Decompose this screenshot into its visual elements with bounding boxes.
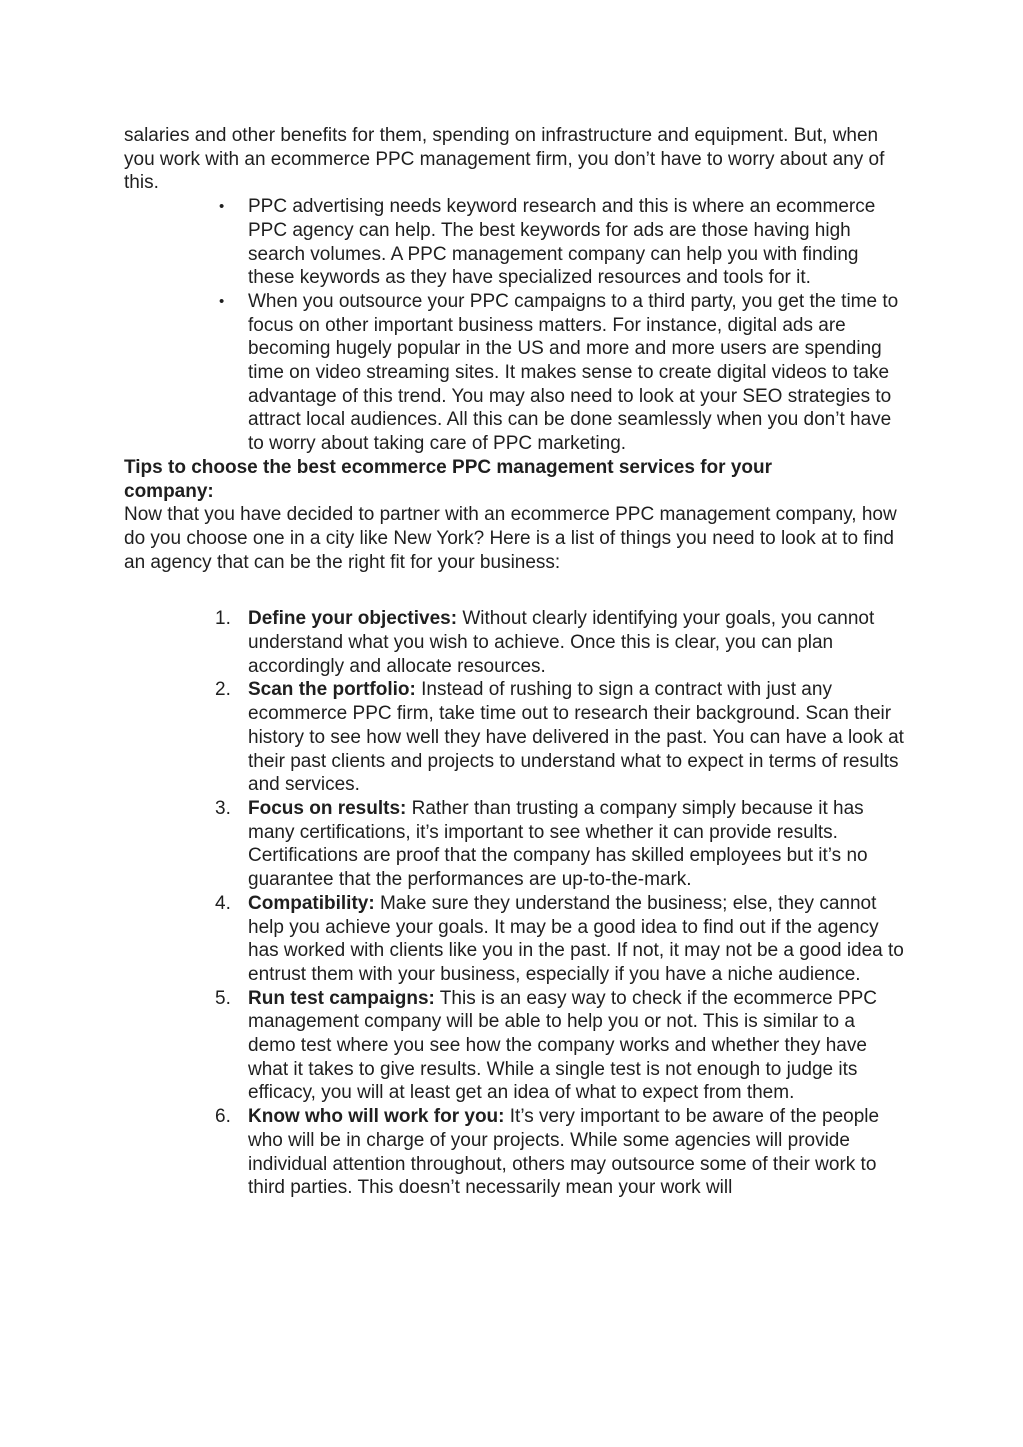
section-heading: Tips to choose the best ecommerce PPC management services for your company: — [124, 456, 772, 502]
tip-item — [215, 892, 904, 987]
tip-title: Focus on results: — [248, 797, 407, 819]
tip-item — [215, 1105, 904, 1200]
benefits-bullet-list — [124, 195, 904, 456]
intro-continuation: salaries and other benefits for them, spending on infrastructure and equipment. But, when you work with an ecommerce PPC management firm, you don’t have to worry about any of this. — [124, 125, 885, 194]
tip-text: Make sure they understand the business; else, they cannot help you achieve your goals. It may be a good idea to find out if the agency has worked with clients like you in the past. If not, it may not be a good idea to entrust them with your business, especially if you have a niche audience. — [248, 892, 904, 985]
bullet-marker: • — [219, 198, 225, 216]
tip-item — [215, 797, 904, 892]
tip-title: Compatibility: — [248, 892, 375, 914]
tips-numbered-list — [124, 607, 904, 1200]
tip-number: 4. — [215, 892, 231, 914]
bullet-item — [219, 290, 904, 456]
tip-title: Scan the portfolio: — [248, 679, 416, 701]
tip-text: Rather than trusting a company simply because it has many certifications, it’s important to see whether it can provide results. Certifications are proof that the company has skilled employees but it’s no guarantee that the performances are up-to-the-mark. — [248, 797, 868, 891]
tip-number: 6. — [215, 1106, 231, 1128]
tip-title: Run test campaigns: — [248, 987, 435, 1009]
tip-item — [215, 607, 904, 678]
bullet-item — [219, 195, 904, 290]
tip-text: This is an easy way to check if the ecommerce PPC management company will be able to help you or not. This is similar to a demo test where you see how the company works and whether they have what it takes to give results. While a single test is not enough to judge its efficacy, you will at least get an idea of what to expect from them. — [248, 987, 877, 1104]
tip-number: 1. — [215, 608, 231, 630]
tip-number: 2. — [215, 679, 231, 701]
tip-text: Instead of rushing to sign a contract with just any ecommerce PPC firm, take time out to research their background. Scan their history to see how well they have delivered in the past. You can have a look at their past clients and projects to understand what to expect in terms of results and services. — [248, 679, 904, 796]
tip-number: 3. — [215, 797, 231, 819]
spacer — [124, 574, 904, 607]
bullet-marker: • — [219, 292, 225, 310]
tip-title: Know who will work for you: — [248, 1106, 505, 1128]
document-body — [124, 124, 904, 1200]
tip-text: Without clearly identifying your goals, you cannot understand what you wish to achieve. Once this is clear, you can plan accordingly and allocate resources. — [248, 608, 875, 677]
tip-item — [215, 987, 904, 1106]
tip-number: 5. — [215, 987, 231, 1009]
bullet-text: When you outsource your PPC campaigns to a third party, you get the time to focus on other important business matters. For instance, digital ads are becoming hugely popular in the US and more and more users are spending time on video streaming sites. It makes sense to create digital videos to take advantage of this trend. You may also need to look at your SEO strategies to attract local audiences. All this can be done seamlessly when you don’t have to worry about taking care of PPC marketing. — [248, 290, 899, 455]
bullet-text: PPC advertising needs keyword research and this is where an ecommerce PPC agency can help. The best keywords for ads are those having high search volumes. A PPC management company can help you with finding these keywords as they have specialized resources and tools for it. — [248, 196, 876, 289]
tip-item — [215, 678, 904, 797]
tip-text: It’s very important to be aware of the people who will be in charge of your projects. While some agencies will provide individual attention throughout, others may outsource some of their work to third parties. This doesn’t necessarily mean your work will — [248, 1106, 880, 1199]
section-paragraph: Now that you have decided to partner with an ecommerce PPC management company, how do you choose one in a city like New York? Here is a list of things you need to look at to find an agency that can be the right fit for your business: — [124, 504, 897, 573]
tip-title: Define your objectives: — [248, 608, 458, 630]
